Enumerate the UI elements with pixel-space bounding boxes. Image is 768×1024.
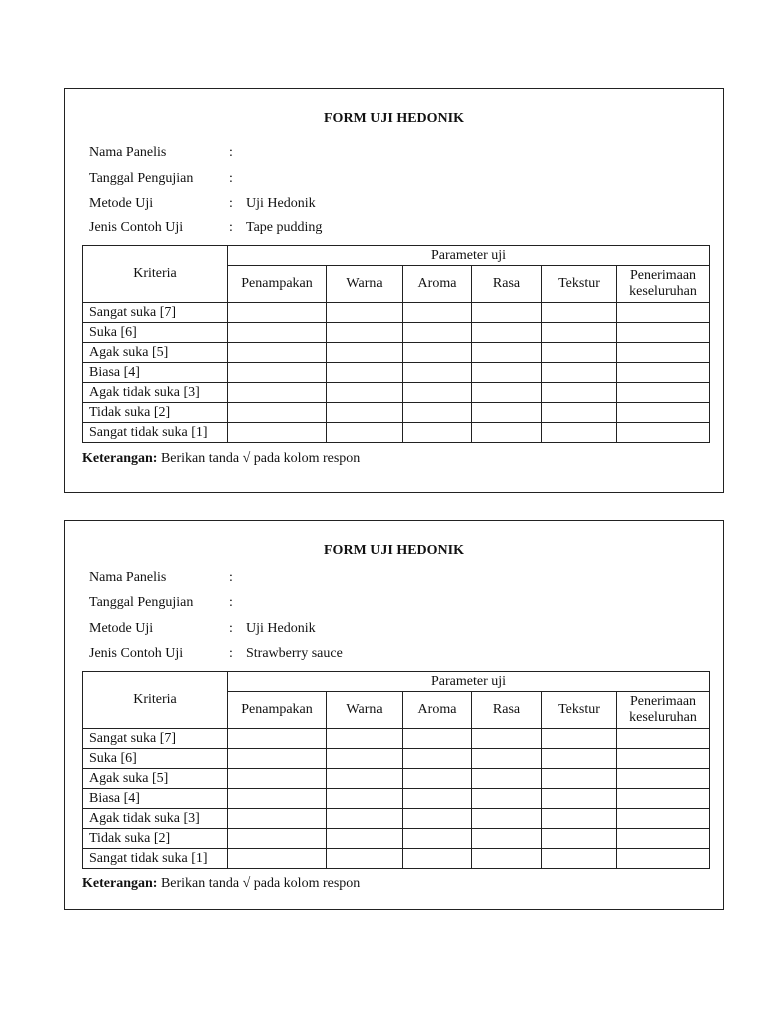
criteria-cell: Biasa [4] xyxy=(83,363,228,383)
response-cell[interactable] xyxy=(403,363,472,383)
table-row xyxy=(83,343,710,363)
table-row xyxy=(83,323,710,343)
field-label: Jenis Contoh Uji xyxy=(89,646,184,661)
criteria-cell: Suka [6] xyxy=(83,323,228,343)
field-label: Tanggal Pengujian xyxy=(89,595,194,610)
param-header: Warna xyxy=(327,266,403,303)
response-cell[interactable] xyxy=(403,849,472,869)
response-cell[interactable] xyxy=(403,829,472,849)
response-cell[interactable] xyxy=(403,403,472,423)
response-cell[interactable] xyxy=(542,363,617,383)
table-row xyxy=(83,303,710,323)
response-cell[interactable] xyxy=(472,749,542,769)
form-title: FORM UJI HEDONIK xyxy=(324,111,464,126)
response-cell[interactable] xyxy=(403,323,472,343)
response-cell[interactable] xyxy=(617,849,710,869)
response-cell[interactable] xyxy=(472,383,542,403)
field-colon: : xyxy=(229,220,233,235)
note xyxy=(82,451,360,467)
response-cell[interactable] xyxy=(403,749,472,769)
response-cell[interactable] xyxy=(327,303,403,323)
hedonic-table xyxy=(82,671,710,869)
criteria-cell: Suka [6] xyxy=(83,749,228,769)
response-cell[interactable] xyxy=(472,769,542,789)
response-cell[interactable] xyxy=(228,363,327,383)
response-cell[interactable] xyxy=(327,363,403,383)
response-cell[interactable] xyxy=(542,303,617,323)
response-cell[interactable] xyxy=(472,303,542,323)
response-cell[interactable] xyxy=(542,423,617,443)
response-cell[interactable] xyxy=(403,423,472,443)
hedonic-form-1 xyxy=(64,88,724,493)
response-cell[interactable] xyxy=(228,383,327,403)
field-colon: : xyxy=(229,595,233,610)
response-cell[interactable] xyxy=(228,729,327,749)
criteria-cell: Sangat tidak suka [1] xyxy=(83,423,228,443)
response-cell[interactable] xyxy=(542,729,617,749)
param-header: Penerimaan keseluruhan xyxy=(617,692,710,729)
note-text: Berikan tanda √ pada kolom respon xyxy=(160,876,361,891)
response-cell[interactable] xyxy=(617,829,710,849)
response-cell[interactable] xyxy=(617,403,710,423)
table-row xyxy=(83,383,710,403)
response-cell[interactable] xyxy=(327,383,403,403)
criteria-cell: Agak tidak suka [3] xyxy=(83,383,228,403)
criteria-cell: Sangat suka [7] xyxy=(83,729,228,749)
response-cell[interactable] xyxy=(403,769,472,789)
field-value: Tape pudding xyxy=(246,220,323,235)
table-row xyxy=(83,769,710,789)
note-label: Keterangan: xyxy=(82,876,158,891)
response-cell[interactable] xyxy=(228,749,327,769)
param-header: Penampakan xyxy=(228,692,327,729)
param-header: Penerimaan keseluruhan xyxy=(617,266,710,303)
response-cell[interactable] xyxy=(327,809,403,829)
table-row xyxy=(83,809,710,829)
param-header: Tekstur xyxy=(542,266,617,303)
field-value: Uji Hedonik xyxy=(246,196,316,211)
parameter-header: Parameter uji xyxy=(228,672,710,692)
response-cell[interactable] xyxy=(542,343,617,363)
response-cell[interactable] xyxy=(327,423,403,443)
response-cell[interactable] xyxy=(327,769,403,789)
field-colon: : xyxy=(229,621,233,636)
criteria-cell: Agak suka [5] xyxy=(83,343,228,363)
response-cell[interactable] xyxy=(228,303,327,323)
response-cell[interactable] xyxy=(617,769,710,789)
field-colon: : xyxy=(229,196,233,211)
table-row xyxy=(83,749,710,769)
criteria-header: Kriteria xyxy=(83,246,228,303)
criteria-cell: Tidak suka [2] xyxy=(83,403,228,423)
param-header: Aroma xyxy=(403,266,472,303)
response-cell[interactable] xyxy=(542,809,617,829)
table-header-row xyxy=(83,672,710,692)
hedonic-table xyxy=(82,245,710,443)
response-cell[interactable] xyxy=(472,729,542,749)
criteria-cell: Tidak suka [2] xyxy=(83,829,228,849)
response-cell[interactable] xyxy=(228,769,327,789)
response-cell[interactable] xyxy=(617,809,710,829)
response-cell[interactable] xyxy=(228,789,327,809)
response-cell[interactable] xyxy=(327,749,403,769)
response-cell[interactable] xyxy=(617,383,710,403)
field-colon: : xyxy=(229,646,233,661)
response-cell[interactable] xyxy=(542,849,617,869)
response-cell[interactable] xyxy=(617,749,710,769)
response-cell[interactable] xyxy=(542,383,617,403)
response-cell[interactable] xyxy=(542,403,617,423)
field-value: Uji Hedonik xyxy=(246,621,316,636)
response-cell[interactable] xyxy=(403,303,472,323)
response-cell[interactable] xyxy=(617,729,710,749)
response-cell[interactable] xyxy=(228,403,327,423)
table-row xyxy=(83,789,710,809)
criteria-header: Kriteria xyxy=(83,672,228,729)
table-header-row xyxy=(83,246,710,266)
note-text: Berikan tanda √ pada kolom respon xyxy=(160,451,361,466)
param-header: Warna xyxy=(327,692,403,729)
response-cell[interactable] xyxy=(327,403,403,423)
response-cell[interactable] xyxy=(327,729,403,749)
response-cell[interactable] xyxy=(472,423,542,443)
response-cell[interactable] xyxy=(327,343,403,363)
response-cell[interactable] xyxy=(542,749,617,769)
field-label: Metode Uji xyxy=(89,196,154,211)
response-cell[interactable] xyxy=(472,849,542,869)
response-cell[interactable] xyxy=(617,323,710,343)
criteria-cell: Agak tidak suka [3] xyxy=(83,809,228,829)
response-cell[interactable] xyxy=(542,829,617,849)
criteria-cell: Sangat tidak suka [1] xyxy=(83,849,228,869)
response-cell[interactable] xyxy=(327,789,403,809)
response-cell[interactable] xyxy=(403,789,472,809)
param-header: Penampakan xyxy=(228,266,327,303)
table-row xyxy=(83,403,710,423)
note-label: Keterangan: xyxy=(82,451,158,466)
response-cell[interactable] xyxy=(327,849,403,869)
response-cell[interactable] xyxy=(542,323,617,343)
field-colon: : xyxy=(229,171,233,186)
response-cell[interactable] xyxy=(472,789,542,809)
response-cell[interactable] xyxy=(472,363,542,383)
table-row xyxy=(83,423,710,443)
response-cell[interactable] xyxy=(228,829,327,849)
field-colon: : xyxy=(229,570,233,585)
field-label: Metode Uji xyxy=(89,621,154,636)
field-label: Nama Panelis xyxy=(89,145,167,160)
field-label: Tanggal Pengujian xyxy=(89,171,194,186)
response-cell[interactable] xyxy=(472,809,542,829)
response-cell[interactable] xyxy=(472,323,542,343)
response-cell[interactable] xyxy=(472,343,542,363)
response-cell[interactable] xyxy=(228,849,327,869)
criteria-cell: Biasa [4] xyxy=(83,789,228,809)
criteria-cell: Agak suka [5] xyxy=(83,769,228,789)
criteria-cell: Sangat suka [7] xyxy=(83,303,228,323)
response-cell[interactable] xyxy=(327,323,403,343)
response-cell[interactable] xyxy=(403,809,472,829)
response-cell[interactable] xyxy=(472,829,542,849)
response-cell[interactable] xyxy=(327,829,403,849)
response-cell[interactable] xyxy=(403,343,472,363)
response-cell[interactable] xyxy=(617,789,710,809)
table-row xyxy=(83,363,710,383)
response-cell[interactable] xyxy=(617,343,710,363)
response-cell[interactable] xyxy=(228,323,327,343)
response-cell[interactable] xyxy=(617,423,710,443)
note xyxy=(82,876,360,892)
response-cell[interactable] xyxy=(228,423,327,443)
response-cell[interactable] xyxy=(542,769,617,789)
response-cell[interactable] xyxy=(228,343,327,363)
table-row xyxy=(83,829,710,849)
table-row xyxy=(83,849,710,869)
field-colon: : xyxy=(229,145,233,160)
form-title: FORM UJI HEDONIK xyxy=(324,543,464,558)
response-cell[interactable] xyxy=(542,789,617,809)
param-header: Rasa xyxy=(472,266,542,303)
param-header: Rasa xyxy=(472,692,542,729)
response-cell[interactable] xyxy=(617,363,710,383)
response-cell[interactable] xyxy=(617,303,710,323)
parameter-header: Parameter uji xyxy=(228,246,710,266)
param-header: Aroma xyxy=(403,692,472,729)
field-label: Jenis Contoh Uji xyxy=(89,220,184,235)
response-cell[interactable] xyxy=(403,383,472,403)
field-value: Strawberry sauce xyxy=(246,646,343,661)
response-cell[interactable] xyxy=(403,729,472,749)
field-label: Nama Panelis xyxy=(89,570,167,585)
table-row xyxy=(83,729,710,749)
response-cell[interactable] xyxy=(228,809,327,829)
hedonic-form-2 xyxy=(64,520,724,910)
param-header: Tekstur xyxy=(542,692,617,729)
response-cell[interactable] xyxy=(472,403,542,423)
